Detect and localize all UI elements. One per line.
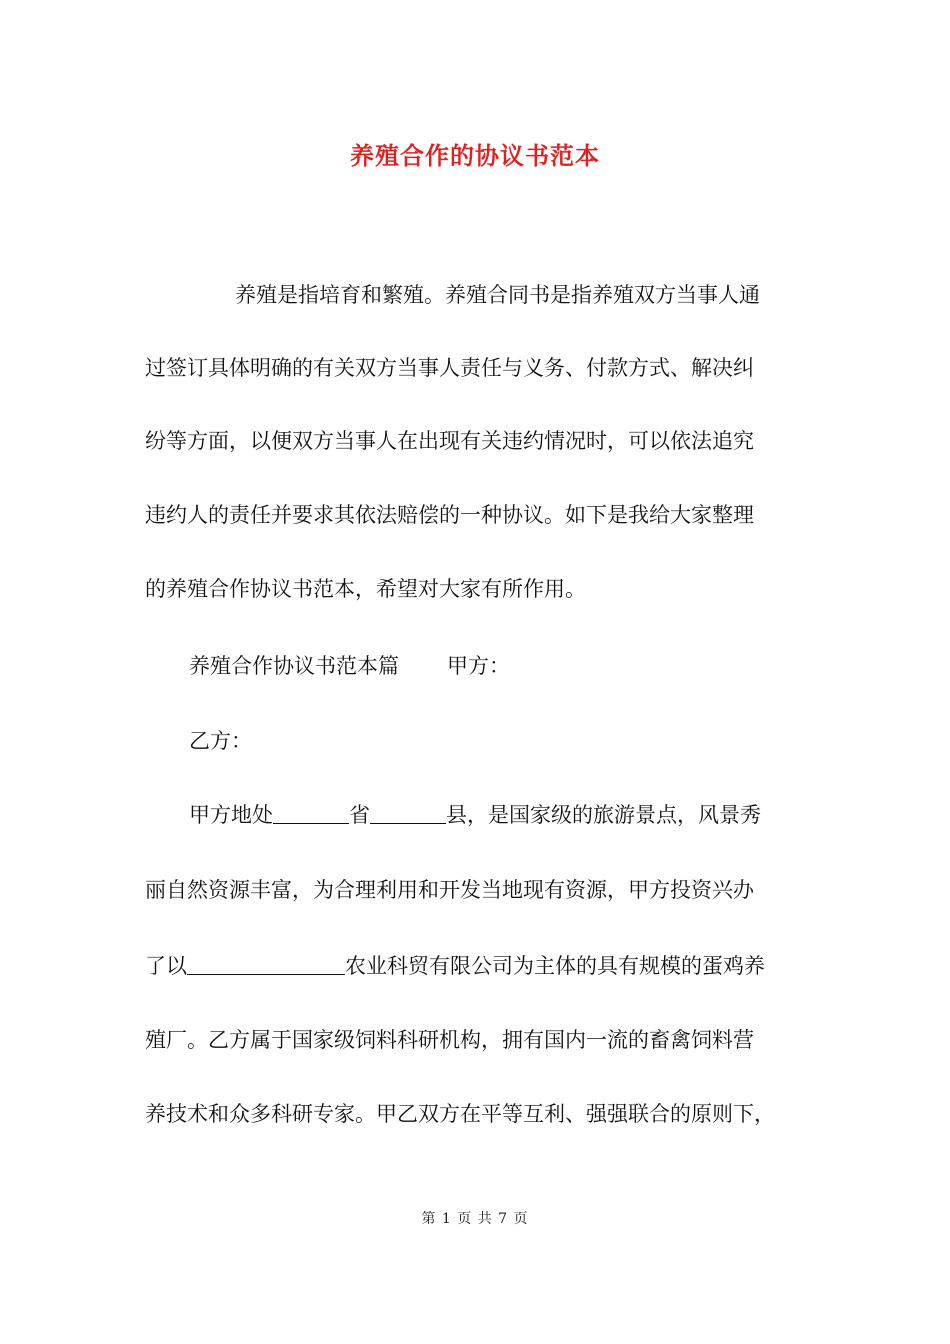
body-line-3 xyxy=(145,951,765,981)
body-line-2: 丽自然资源丰富，为合理利用和开发当地现有资源，甲方投资兴办 xyxy=(145,878,754,902)
body-line-4: 殖厂。乙方属于国家级饲料科研机构，拥有国内一流的畜禽饲料营 xyxy=(145,1028,754,1052)
body-line-1 xyxy=(189,800,761,830)
blank-company-name xyxy=(187,954,345,975)
intro-line-4: 违约人的责任并要求其依法赔偿的一种协议。如下是我给大家整理 xyxy=(145,503,754,527)
body-line-1-part-a: 甲方地处 xyxy=(189,803,273,827)
intro-line-1: 养殖是指培育和繁殖。养殖合同书是指养殖双方当事人通 xyxy=(235,283,760,307)
blank-county xyxy=(370,803,446,824)
intro-line-3: 纷等方面，以便双方当事人在出现有关违约情况时，可以依法追究 xyxy=(145,429,754,453)
agreement-heading xyxy=(189,651,510,681)
body-line-1-part-b: 省 xyxy=(349,803,370,827)
document-title: 养殖合作的协议书范本 xyxy=(350,141,600,170)
intro-line-5: 的养殖合作协议书范本，希望对大家有所作用。 xyxy=(145,577,586,601)
intro-line-2: 过签订具体明确的有关双方当事人责任与义务、付款方式、解决纠 xyxy=(145,356,754,380)
blank-province xyxy=(273,803,349,824)
body-line-5: 养技术和众多科研专家。甲乙双方在平等互利、强强联合的原则下， xyxy=(145,1102,775,1126)
party-b-label: 乙方： xyxy=(189,729,252,753)
body-line-3-part-a: 了以 xyxy=(145,954,187,978)
party-a-label: 甲方： xyxy=(447,654,510,678)
body-line-3-part-b: 农业科贸有限公司为主体的具有规模的蛋鸡养 xyxy=(345,954,765,978)
page-number: 第 1 页 共 7 页 xyxy=(421,1211,529,1227)
agreement-heading-title: 养殖合作协议书范本篇 xyxy=(189,654,399,678)
body-line-1-part-c: 县，是国家级的旅游景点，风景秀 xyxy=(446,803,761,827)
